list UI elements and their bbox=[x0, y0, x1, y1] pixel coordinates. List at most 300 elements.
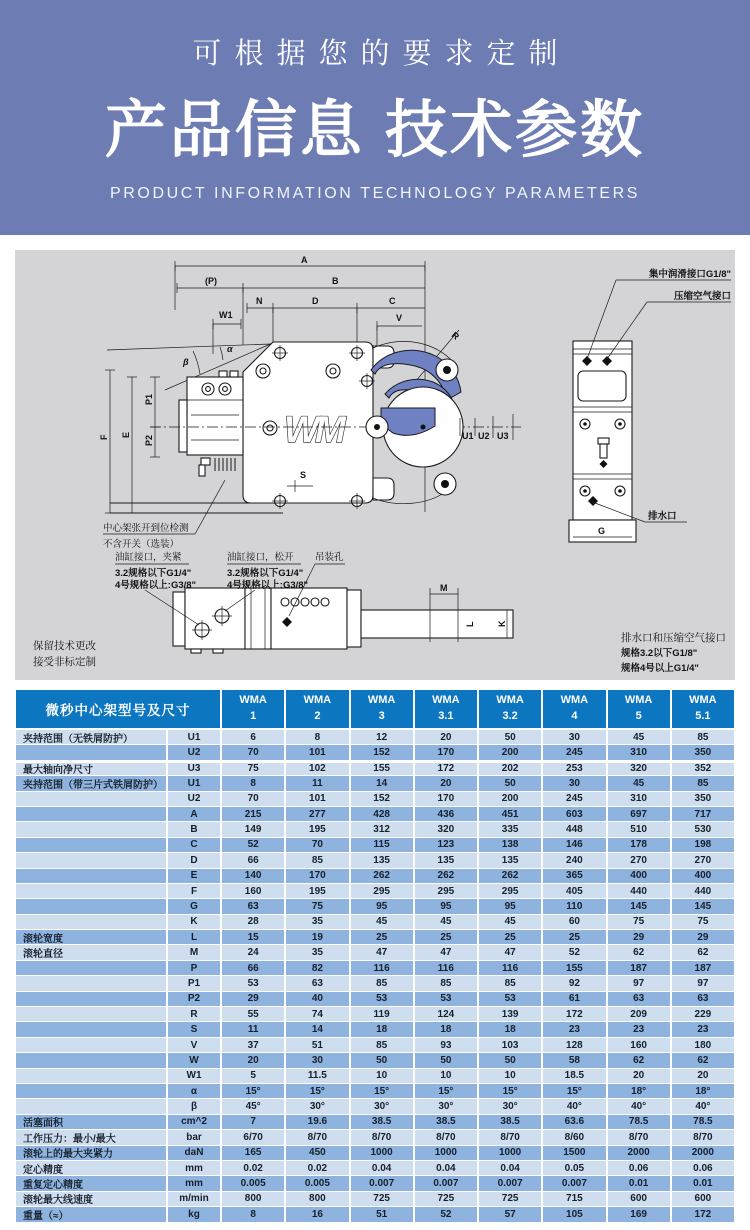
side-view-drawing bbox=[569, 268, 731, 542]
svg-text:4号规格以上:G3/8": 4号规格以上:G3/8" bbox=[227, 580, 309, 591]
value-cell: 124 bbox=[415, 1007, 477, 1021]
value-cell: 70 bbox=[222, 745, 284, 759]
table-corner-title: 微秒中心架型号及尺寸 bbox=[16, 690, 220, 728]
value-cell: 0.04 bbox=[351, 1161, 413, 1175]
value-cell: 29 bbox=[608, 930, 670, 944]
value-cell: 20 bbox=[415, 730, 477, 744]
value-cell: 400 bbox=[672, 869, 734, 883]
value-cell: 57 bbox=[479, 1207, 541, 1221]
value-cell: 20 bbox=[415, 776, 477, 790]
row-code: L bbox=[168, 930, 220, 944]
value-cell: 53 bbox=[222, 976, 284, 990]
row-label bbox=[16, 1007, 166, 1021]
value-cell: 400 bbox=[608, 869, 670, 883]
value-cell: 18 bbox=[415, 1022, 477, 1036]
value-cell: 78.5 bbox=[608, 1115, 670, 1129]
value-cell: 8 bbox=[286, 730, 348, 744]
value-cell: 152 bbox=[351, 745, 413, 759]
value-cell: 11.5 bbox=[286, 1069, 348, 1083]
dim-A: A bbox=[301, 255, 308, 265]
column-header-wma-4: WMA 4 bbox=[543, 690, 605, 728]
value-cell: 140 bbox=[222, 869, 284, 883]
row-label bbox=[16, 1053, 166, 1067]
value-cell: 245 bbox=[543, 745, 605, 759]
value-cell: 38.5 bbox=[479, 1115, 541, 1129]
value-cell: 35 bbox=[286, 945, 348, 959]
value-cell: 20 bbox=[608, 1069, 670, 1083]
value-cell: 350 bbox=[672, 792, 734, 806]
value-cell: 0.02 bbox=[222, 1161, 284, 1175]
dim-U2: U2 bbox=[478, 431, 490, 441]
value-cell: 436 bbox=[415, 807, 477, 821]
value-cell: 215 bbox=[222, 807, 284, 821]
row-label bbox=[16, 838, 166, 852]
value-cell: 6 bbox=[222, 730, 284, 744]
value-cell: 320 bbox=[415, 822, 477, 836]
value-cell: 295 bbox=[415, 884, 477, 898]
row-code: β bbox=[168, 1099, 220, 1113]
value-cell: 128 bbox=[543, 1038, 605, 1052]
value-cell: 8/60 bbox=[543, 1130, 605, 1144]
value-cell: 19 bbox=[286, 930, 348, 944]
dim-alpha: α bbox=[227, 344, 233, 354]
column-header-wma-3: WMA 3 bbox=[351, 690, 413, 728]
value-cell: 15° bbox=[415, 1084, 477, 1098]
value-cell: 2000 bbox=[608, 1146, 670, 1160]
value-cell: 10 bbox=[351, 1069, 413, 1083]
row-code: U1 bbox=[168, 776, 220, 790]
value-cell: 45 bbox=[608, 730, 670, 744]
value-cell: 8/70 bbox=[351, 1130, 413, 1144]
note-line1: 保留技术更改 bbox=[33, 640, 96, 652]
value-cell: 155 bbox=[351, 761, 413, 775]
value-cell: 40° bbox=[543, 1099, 605, 1113]
value-cell: 146 bbox=[543, 838, 605, 852]
value-cell: 18 bbox=[351, 1022, 413, 1036]
value-cell: 178 bbox=[608, 838, 670, 852]
value-cell: 195 bbox=[286, 822, 348, 836]
value-cell: 115 bbox=[351, 838, 413, 852]
value-cell: 51 bbox=[286, 1038, 348, 1052]
value-cell: 95 bbox=[351, 899, 413, 913]
svg-text:吊装孔: 吊装孔 bbox=[315, 552, 344, 563]
front-view-drawing bbox=[99, 255, 521, 550]
open-detect-line1: 中心架张开到位检测 bbox=[103, 523, 189, 534]
row-label bbox=[16, 976, 166, 990]
value-cell: 262 bbox=[479, 869, 541, 883]
value-cell: 123 bbox=[415, 838, 477, 852]
value-cell: 200 bbox=[479, 745, 541, 759]
dim-D: D bbox=[312, 296, 319, 306]
value-cell: 116 bbox=[415, 961, 477, 975]
value-cell: 0.04 bbox=[479, 1161, 541, 1175]
value-cell: 0.005 bbox=[286, 1176, 348, 1190]
column-header-wma-5: WMA 5 bbox=[608, 690, 670, 728]
dim-M: M bbox=[440, 583, 448, 593]
value-cell: 138 bbox=[479, 838, 541, 852]
value-cell: 1500 bbox=[543, 1146, 605, 1160]
value-cell: 600 bbox=[608, 1192, 670, 1206]
value-cell: 95 bbox=[415, 899, 477, 913]
value-cell: 97 bbox=[672, 976, 734, 990]
value-cell: 58 bbox=[543, 1053, 605, 1067]
value-cell: 10 bbox=[415, 1069, 477, 1083]
value-cell: 110 bbox=[543, 899, 605, 913]
row-label bbox=[16, 992, 166, 1006]
row-code: mm bbox=[168, 1176, 220, 1190]
row-code: P1 bbox=[168, 976, 220, 990]
dim-U1: U1 bbox=[462, 431, 474, 441]
value-cell: 66 bbox=[222, 853, 284, 867]
row-label bbox=[16, 1069, 166, 1083]
value-cell: 63 bbox=[222, 899, 284, 913]
value-cell: 172 bbox=[543, 1007, 605, 1021]
value-cell: 101 bbox=[286, 792, 348, 806]
value-cell: 1000 bbox=[479, 1146, 541, 1160]
value-cell: 312 bbox=[351, 822, 413, 836]
value-cell: 53 bbox=[479, 992, 541, 1006]
value-cell: 725 bbox=[479, 1192, 541, 1206]
value-cell: 19.6 bbox=[286, 1115, 348, 1129]
value-cell: 717 bbox=[672, 807, 734, 821]
svg-text:规格4号以上G1/4": 规格4号以上G1/4" bbox=[621, 663, 699, 674]
value-cell: 40° bbox=[672, 1099, 734, 1113]
value-cell: 82 bbox=[286, 961, 348, 975]
value-cell: 52 bbox=[543, 945, 605, 959]
row-code: W bbox=[168, 1053, 220, 1067]
value-cell: 0.02 bbox=[286, 1161, 348, 1175]
row-code: M bbox=[168, 945, 220, 959]
row-label bbox=[16, 884, 166, 898]
value-cell: 50 bbox=[479, 1053, 541, 1067]
value-cell: 0.005 bbox=[222, 1176, 284, 1190]
row-code: U2 bbox=[168, 745, 220, 759]
value-cell: 70 bbox=[222, 792, 284, 806]
row-code: E bbox=[168, 869, 220, 883]
value-cell: 75 bbox=[672, 915, 734, 929]
value-cell: 160 bbox=[608, 1038, 670, 1052]
value-cell: 11 bbox=[286, 776, 348, 790]
value-cell: 440 bbox=[608, 884, 670, 898]
dim-K: K bbox=[497, 620, 507, 627]
value-cell: 23 bbox=[543, 1022, 605, 1036]
value-cell: 277 bbox=[286, 807, 348, 821]
value-cell: 93 bbox=[415, 1038, 477, 1052]
value-cell: 510 bbox=[608, 822, 670, 836]
value-cell: 450 bbox=[286, 1146, 348, 1160]
value-cell: 6/70 bbox=[222, 1130, 284, 1144]
value-cell: 139 bbox=[479, 1007, 541, 1021]
value-cell: 600 bbox=[672, 1192, 734, 1206]
value-cell: 45° bbox=[222, 1099, 284, 1113]
value-cell: 47 bbox=[479, 945, 541, 959]
value-cell: 0.007 bbox=[415, 1176, 477, 1190]
value-cell: 30° bbox=[479, 1099, 541, 1113]
value-cell: 295 bbox=[479, 884, 541, 898]
value-cell: 30° bbox=[351, 1099, 413, 1113]
value-cell: 5 bbox=[222, 1069, 284, 1083]
row-code: G bbox=[168, 899, 220, 913]
value-cell: 1000 bbox=[415, 1146, 477, 1160]
svg-text:排水口和压缩空气接口: 排水口和压缩空气接口 bbox=[621, 632, 726, 644]
row-label: 重复定心精度 bbox=[16, 1176, 166, 1190]
row-label: 工作压力：最小/最大 bbox=[16, 1130, 166, 1144]
value-cell: 8/70 bbox=[286, 1130, 348, 1144]
value-cell: 16 bbox=[286, 1207, 348, 1221]
value-cell: 75 bbox=[222, 761, 284, 775]
value-cell: 25 bbox=[415, 930, 477, 944]
value-cell: 320 bbox=[608, 761, 670, 775]
value-cell: 105 bbox=[543, 1207, 605, 1221]
value-cell: 85 bbox=[415, 976, 477, 990]
value-cell: 18 bbox=[479, 1022, 541, 1036]
value-cell: 15° bbox=[479, 1084, 541, 1098]
row-code: B bbox=[168, 822, 220, 836]
row-label bbox=[16, 1084, 166, 1098]
value-cell: 18° bbox=[672, 1084, 734, 1098]
row-label bbox=[16, 961, 166, 975]
column-header-wma-5.1: WMA 5.1 bbox=[672, 690, 734, 728]
value-cell: 0.007 bbox=[543, 1176, 605, 1190]
value-cell: 50 bbox=[415, 1053, 477, 1067]
value-cell: 187 bbox=[608, 961, 670, 975]
row-label bbox=[16, 792, 166, 806]
value-cell: 15° bbox=[543, 1084, 605, 1098]
value-cell: 85 bbox=[286, 853, 348, 867]
svg-text:3.2规格以下G1/4": 3.2规格以下G1/4" bbox=[115, 568, 192, 579]
row-label: 定心精度 bbox=[16, 1161, 166, 1175]
value-cell: 52 bbox=[222, 838, 284, 852]
dim-S: S bbox=[300, 470, 307, 480]
dim-beta: β bbox=[183, 357, 189, 367]
value-cell: 12 bbox=[351, 730, 413, 744]
wm-logo: WM bbox=[284, 409, 342, 450]
row-code: A bbox=[168, 807, 220, 821]
value-cell: 25 bbox=[351, 930, 413, 944]
value-cell: 116 bbox=[351, 961, 413, 975]
value-cell: 15° bbox=[351, 1084, 413, 1098]
value-cell: 365 bbox=[543, 869, 605, 883]
value-cell: 63 bbox=[608, 992, 670, 1006]
value-cell: 75 bbox=[608, 915, 670, 929]
value-cell: 451 bbox=[479, 807, 541, 821]
dim-V: V bbox=[396, 313, 403, 323]
value-cell: 14 bbox=[286, 1022, 348, 1036]
value-cell: 30 bbox=[543, 776, 605, 790]
value-cell: 170 bbox=[415, 745, 477, 759]
value-cell: 603 bbox=[543, 807, 605, 821]
technical-drawing-panel bbox=[15, 250, 735, 680]
dim-L: L bbox=[465, 621, 475, 627]
dim-P2: P2 bbox=[144, 434, 154, 446]
value-cell: 38.5 bbox=[415, 1115, 477, 1129]
row-label bbox=[16, 869, 166, 883]
value-cell: 169 bbox=[608, 1207, 670, 1221]
value-cell: 62 bbox=[608, 945, 670, 959]
value-cell: 63.6 bbox=[543, 1115, 605, 1129]
value-cell: 172 bbox=[415, 761, 477, 775]
value-cell: 70 bbox=[286, 838, 348, 852]
value-cell: 2000 bbox=[672, 1146, 734, 1160]
dim-N: N bbox=[256, 296, 263, 306]
value-cell: 440 bbox=[672, 884, 734, 898]
value-cell: 7 bbox=[222, 1115, 284, 1129]
value-cell: 209 bbox=[608, 1007, 670, 1021]
row-code: U3 bbox=[168, 761, 220, 775]
value-cell: 63 bbox=[286, 976, 348, 990]
row-label bbox=[16, 807, 166, 821]
dim-F: F bbox=[99, 434, 109, 440]
value-cell: 0.06 bbox=[672, 1161, 734, 1175]
value-cell: 45 bbox=[415, 915, 477, 929]
row-code: kg bbox=[168, 1207, 220, 1221]
value-cell: 200 bbox=[479, 792, 541, 806]
value-cell: 310 bbox=[608, 792, 670, 806]
value-cell: 165 bbox=[222, 1146, 284, 1160]
value-cell: 155 bbox=[543, 961, 605, 975]
row-label: 滚轮最大线速度 bbox=[16, 1192, 166, 1206]
value-cell: 8/70 bbox=[672, 1130, 734, 1144]
row-code: U1 bbox=[168, 730, 220, 744]
value-cell: 45 bbox=[608, 776, 670, 790]
value-cell: 50 bbox=[479, 730, 541, 744]
value-cell: 170 bbox=[286, 869, 348, 883]
value-cell: 52 bbox=[415, 1207, 477, 1221]
row-label: 滚轮宽度 bbox=[16, 930, 166, 944]
value-cell: 14 bbox=[351, 776, 413, 790]
value-cell: 20 bbox=[222, 1053, 284, 1067]
value-cell: 35 bbox=[286, 915, 348, 929]
value-cell: 0.01 bbox=[672, 1176, 734, 1190]
row-code: α bbox=[168, 1084, 220, 1098]
value-cell: 97 bbox=[608, 976, 670, 990]
open-detect-label bbox=[103, 480, 225, 550]
value-cell: 11 bbox=[222, 1022, 284, 1036]
row-code: mm bbox=[168, 1161, 220, 1175]
row-label bbox=[16, 1022, 166, 1036]
value-cell: 800 bbox=[286, 1192, 348, 1206]
value-cell: 85 bbox=[672, 730, 734, 744]
row-label: 最大轴向净尺寸 bbox=[16, 761, 166, 775]
value-cell: 8/70 bbox=[479, 1130, 541, 1144]
dim-U3: U3 bbox=[497, 431, 509, 441]
value-cell: 47 bbox=[351, 945, 413, 959]
row-label: 夹持范围（无铁屑防护） bbox=[16, 730, 166, 744]
value-cell: 135 bbox=[415, 853, 477, 867]
value-cell: 25 bbox=[479, 930, 541, 944]
value-cell: 53 bbox=[351, 992, 413, 1006]
value-cell: 40 bbox=[286, 992, 348, 1006]
row-label bbox=[16, 822, 166, 836]
value-cell: 102 bbox=[286, 761, 348, 775]
value-cell: 24 bbox=[222, 945, 284, 959]
value-cell: 229 bbox=[672, 1007, 734, 1021]
row-code: U2 bbox=[168, 792, 220, 806]
value-cell: 30° bbox=[286, 1099, 348, 1113]
value-cell: 45 bbox=[351, 915, 413, 929]
value-cell: 1000 bbox=[351, 1146, 413, 1160]
value-cell: 60 bbox=[543, 915, 605, 929]
value-cell: 23 bbox=[672, 1022, 734, 1036]
value-cell: 28 bbox=[222, 915, 284, 929]
value-cell: 8 bbox=[222, 1207, 284, 1221]
value-cell: 352 bbox=[672, 761, 734, 775]
value-cell: 45 bbox=[479, 915, 541, 929]
value-cell: 15° bbox=[286, 1084, 348, 1098]
value-cell: 37 bbox=[222, 1038, 284, 1052]
value-cell: 85 bbox=[351, 976, 413, 990]
dim-B: B bbox=[332, 276, 339, 286]
row-label: 活塞面积 bbox=[16, 1115, 166, 1129]
row-label: 夹持范围（带三片式铁屑防护） bbox=[16, 776, 166, 790]
value-cell: 50 bbox=[351, 1053, 413, 1067]
value-cell: 8/70 bbox=[415, 1130, 477, 1144]
value-cell: 198 bbox=[672, 838, 734, 852]
value-cell: 0.007 bbox=[479, 1176, 541, 1190]
value-cell: 170 bbox=[415, 792, 477, 806]
value-cell: 270 bbox=[608, 853, 670, 867]
value-cell: 92 bbox=[543, 976, 605, 990]
value-cell: 187 bbox=[672, 961, 734, 975]
value-cell: 530 bbox=[672, 822, 734, 836]
value-cell: 202 bbox=[479, 761, 541, 775]
value-cell: 38.5 bbox=[351, 1115, 413, 1129]
row-label: 滚轮上的最大夹紧力 bbox=[16, 1146, 166, 1160]
value-cell: 62 bbox=[672, 945, 734, 959]
value-cell: 63 bbox=[672, 992, 734, 1006]
row-code: P bbox=[168, 961, 220, 975]
value-cell: 30 bbox=[286, 1053, 348, 1067]
value-cell: 697 bbox=[608, 807, 670, 821]
spec-table bbox=[16, 690, 734, 1222]
value-cell: 18.5 bbox=[543, 1069, 605, 1083]
value-cell: 29 bbox=[222, 992, 284, 1006]
value-cell: 30 bbox=[543, 730, 605, 744]
row-code: m/min bbox=[168, 1192, 220, 1206]
banner-tagline: 可根据您的要求定制 bbox=[192, 38, 571, 70]
value-cell: 145 bbox=[672, 899, 734, 913]
value-cell: 195 bbox=[286, 884, 348, 898]
value-cell: 66 bbox=[222, 961, 284, 975]
open-detect-line2: 不含开关（选装） bbox=[103, 539, 180, 550]
lube-port-label: 集中润滑接口G1/8" bbox=[648, 269, 731, 280]
value-cell: 295 bbox=[351, 884, 413, 898]
hydraulic-cylinder bbox=[179, 371, 243, 476]
drain-port-label: 排水口 bbox=[648, 511, 677, 522]
row-code: C bbox=[168, 838, 220, 852]
value-cell: 245 bbox=[543, 792, 605, 806]
row-code: K bbox=[168, 915, 220, 929]
dim-E: E bbox=[121, 431, 131, 438]
value-cell: 62 bbox=[672, 1053, 734, 1067]
value-cell: 78.5 bbox=[672, 1115, 734, 1129]
value-cell: 262 bbox=[351, 869, 413, 883]
value-cell: 25 bbox=[543, 930, 605, 944]
value-cell: 62 bbox=[608, 1053, 670, 1067]
row-label bbox=[16, 1038, 166, 1052]
column-header-wma-3.2: WMA 3.2 bbox=[479, 690, 541, 728]
value-cell: 85 bbox=[672, 776, 734, 790]
drain-air-note bbox=[620, 631, 726, 674]
row-code: D bbox=[168, 853, 220, 867]
value-cell: 10 bbox=[479, 1069, 541, 1083]
value-cell: 75 bbox=[286, 899, 348, 913]
value-cell: 20 bbox=[672, 1069, 734, 1083]
value-cell: 85 bbox=[479, 976, 541, 990]
value-cell: 0.06 bbox=[608, 1161, 670, 1175]
value-cell: 405 bbox=[543, 884, 605, 898]
row-label bbox=[16, 745, 166, 759]
